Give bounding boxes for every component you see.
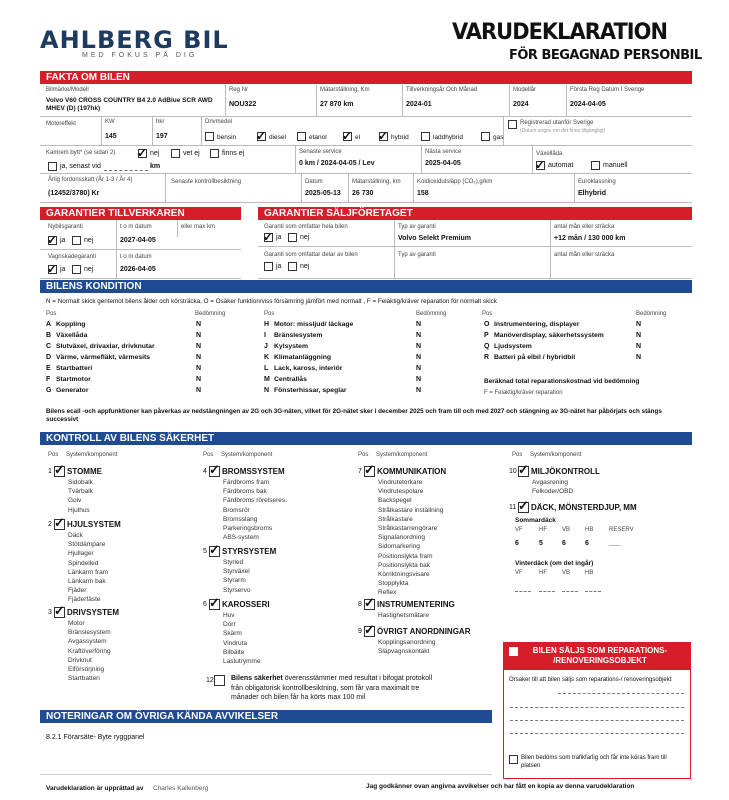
motoreffekt-label: Motoreffekt — [46, 121, 76, 127]
group3-number: 3 — [48, 609, 52, 616]
godkanner-text: Jag godkänner ovan angivna avvikelser och har fått en kopia av denna varudeklaration — [366, 783, 635, 790]
tyre-vinter-blank-vf — [515, 591, 531, 592]
kondition-pos: F — [46, 376, 51, 383]
component-item: Spindelled — [68, 559, 99, 567]
drivmedel-etanol-checkbox[interactable] — [297, 132, 306, 141]
kontroll-pos-2: Pos — [203, 452, 214, 458]
drivmedel-hybrid-check-icon: ✓ — [378, 129, 389, 143]
tyre-sommar-reserv: ___ — [609, 540, 621, 547]
group11-title: DÄCK, MÖNSTERDJUP, MM — [531, 503, 637, 512]
modellar-label: Modellår — [513, 87, 537, 93]
kontroll-pos-1: Pos — [48, 452, 59, 458]
component-item: Signalanordning — [378, 534, 425, 542]
component-item: Hjulhus — [68, 506, 90, 514]
tyre-sommar-hf: 5 — [539, 540, 543, 547]
nybil-label: Nybilsgaranti — [48, 224, 83, 230]
component-item: Länkarm fram — [68, 568, 109, 576]
kondition-pos-1: Pos — [46, 311, 57, 317]
component-item: Kraftöverföring — [68, 647, 111, 655]
drivmedel-el-label: el — [355, 134, 361, 141]
kondition-rating: N — [416, 332, 422, 339]
kamrem-vetej-label: vet ej — [183, 150, 200, 157]
hkr-label: hkr — [156, 119, 165, 125]
group8-number: 8 — [358, 601, 362, 608]
group6-check-icon: ✓ — [209, 595, 220, 610]
group4-number: 4 — [203, 468, 207, 475]
component-item: Positionslykta fram — [378, 552, 433, 560]
component-item: Motor — [68, 620, 85, 627]
kondition-rating: N — [196, 321, 202, 328]
kondition-item: Generator — [56, 387, 89, 394]
regnr-value: NOU322 — [229, 101, 257, 108]
component-item: Bränslesystem — [68, 629, 111, 637]
kondition-rating: N — [196, 387, 202, 394]
kondition-pos: N — [264, 387, 270, 394]
kontroll-system-4: System/komponent — [530, 452, 582, 458]
tyre-sommar-vb: 6 — [562, 540, 566, 547]
nybil-ja-label: ja — [60, 237, 66, 244]
component-item: Styrled — [223, 559, 244, 566]
kondition-item: Batteri på elbil / hybridbil — [494, 354, 576, 361]
component-item: Vindrutetorkare — [378, 479, 423, 486]
delar-ja-label: ja — [276, 263, 282, 270]
kondition-pos: Q — [484, 343, 490, 350]
kondition-pos: I — [264, 332, 266, 339]
kamrem-nej-check-icon: ✓ — [137, 146, 148, 160]
nasta-service-value: 2025-04-05 — [425, 160, 461, 167]
nybil-tom-value: 2027-04-05 — [120, 237, 156, 244]
component-item: Avgasrening — [532, 479, 569, 486]
kondition-pos: G — [46, 387, 52, 394]
section-noteringar-heading: NOTERINGAR OM ÖVRIGA KÄNDA AVVIKELSER — [40, 710, 492, 723]
tyre-vinter-blank-hf — [539, 591, 555, 592]
kontroll-system-2: System/komponent — [221, 452, 273, 458]
component-item: Huv — [223, 612, 235, 619]
group9-number: 9 — [358, 628, 362, 635]
component-item: Körriktningsvisare — [378, 571, 430, 578]
kamrem-finnsej-label: finns ej — [222, 150, 245, 157]
kondition-item: Instrumentering, displayer — [494, 321, 580, 328]
kondition-item: Startmotor — [56, 376, 91, 383]
kamrem-nej-label: nej — [150, 150, 160, 157]
component-item: Strålkastarrengörare — [378, 525, 438, 532]
km-value: 27 870 km — [320, 101, 354, 108]
group2-check-icon: ✓ — [54, 515, 65, 530]
page-subtitle: FÖR BEGAGNAD PERSONBIL — [509, 48, 702, 63]
group5-number: 5 — [203, 548, 207, 555]
kondition-bedomning-2: Bedömning — [416, 311, 447, 317]
component-item: Sidobalk — [68, 479, 93, 486]
trafikfarlig-checkbox[interactable] — [509, 755, 518, 764]
group7-check-icon: ✓ — [364, 462, 375, 477]
group2-number: 2 — [48, 521, 52, 528]
drivmedel-gas-label: gas — [493, 134, 504, 141]
tyre-vinter-col-vf: VF — [515, 570, 523, 576]
kondition-item: Värme, värmefläkt, värmesits — [56, 354, 151, 361]
component-item: Stötdämpare — [68, 541, 106, 549]
kontroll-pos-3: Pos — [358, 452, 369, 458]
group12-number: 12 — [206, 677, 214, 684]
group10-number: 10 — [509, 468, 517, 475]
component-item: Strålkastare — [378, 515, 413, 523]
page-title: VARUDEKLARATION — [452, 20, 667, 45]
component-item: Däck — [68, 532, 83, 539]
component-item: Golv — [68, 497, 82, 505]
sommardack-label: Sommardäck — [515, 517, 556, 524]
kondition-rating: N — [196, 354, 202, 361]
component-item: Bilbälte — [223, 648, 245, 656]
typ-garanti-value: Volvo Selekt Premium — [398, 235, 472, 242]
kondition-item: Växellåda — [56, 332, 88, 339]
section-kondition-heading: BILENS KONDITION — [40, 280, 692, 293]
vaxellada-manuell-checkbox[interactable] — [591, 161, 600, 170]
kondition-rating: N — [416, 354, 422, 361]
delar-typ-label: Typ av garanti — [398, 252, 436, 258]
upprattad-label: Varudeklaration är upprättad av — [46, 785, 144, 792]
kw-value: 145 — [105, 133, 117, 140]
tyre-vinter-blank-hb — [585, 591, 601, 592]
drivmedel-bensin-label: bensin — [217, 134, 237, 141]
kondition-pos: C — [46, 343, 52, 350]
kondition-pos: J — [264, 343, 268, 350]
kondition-item: Bränslesystem — [274, 332, 323, 339]
kamrem-finnsej-checkbox[interactable] — [210, 149, 219, 158]
upprattad-namn: Charles Kallenberg — [153, 785, 209, 792]
kamrem-ja-checkbox[interactable] — [48, 162, 57, 171]
vagnskada-nej-label: nej — [84, 266, 94, 273]
component-item: Backspegel — [378, 497, 412, 505]
nybil-tom-label: t o m datum — [120, 224, 152, 230]
company-logo: AHLBERG BIL — [40, 26, 229, 54]
group8-check-icon: ✓ — [364, 595, 375, 610]
co2-value: 158 — [417, 190, 429, 197]
component-item: Styrarm — [223, 577, 246, 585]
group1-title: STOMME — [67, 467, 102, 476]
kondition-rating: N — [416, 387, 422, 394]
nybil-nej-checkbox[interactable] — [72, 236, 81, 245]
group6-title: KAROSSERI — [222, 600, 270, 609]
drivmedel-diesel-check-icon: ✓ — [256, 129, 267, 143]
euro-value: Elhybrid — [578, 190, 607, 197]
vagnskada-tom-value: 2026-04-05 — [120, 266, 156, 273]
component-item: Hjullager — [68, 550, 94, 558]
kondition-rating: N — [636, 332, 642, 339]
tyre-col-vb: VB — [562, 527, 571, 533]
matar2-value: 26 730 — [352, 190, 374, 197]
section-garanti-tillv-heading: GARANTIER TILLVERKAREN — [40, 207, 241, 220]
drivmedel-label: Drivmedel — [205, 119, 233, 125]
drivmedel-laddhybrid-checkbox[interactable] — [421, 132, 430, 141]
hela-ja-check-icon: ✓ — [263, 230, 274, 244]
regnr-label: Reg Nr — [229, 87, 249, 93]
kondition-bedomning-3: Bedömning — [636, 311, 667, 317]
kondition-rating: N — [636, 343, 642, 350]
kamrem-label: Kamrem bytt* (se sidan 2) — [46, 150, 116, 156]
registrerad-utanfor-checkbox[interactable] — [508, 120, 517, 129]
component-item: Tvärbalk — [68, 488, 93, 496]
kondition-item: Slutväxel, drivaxlar, drivknutar — [56, 343, 155, 350]
component-item: Positionslykta bak — [378, 561, 431, 569]
drivmedel-bensin-checkbox[interactable] — [205, 132, 214, 141]
component-item: Parkeringsbroms — [223, 525, 273, 532]
group1-check-icon: ✓ — [54, 462, 65, 477]
component-item: Stopplykta — [378, 580, 409, 588]
kamrem-ja-label: ja, senast vid — [60, 163, 101, 170]
tyre-col-vf: VF — [515, 527, 523, 533]
kondition-pos-2: Pos — [264, 311, 275, 317]
component-item: Startbatteri — [68, 675, 100, 683]
component-item: Vindrutespolare — [378, 488, 424, 496]
co2-label: Koldioxidutsläpp (CO₂),g/km — [417, 179, 493, 185]
km-label: Mätarställning, Km — [320, 87, 370, 93]
kondition-item: Manöverdisplay, säkerhetssystem — [494, 332, 604, 339]
component-item: Sidomarkering — [378, 543, 420, 551]
tyre-sommar-hb: 6 — [585, 540, 589, 547]
kondition-rating: N — [636, 354, 642, 361]
hela-bilen-label: Garanti som omfattar hela bilen — [264, 224, 348, 230]
network-notice: Bilens ecall -och appfunktioner kan påverkas av nedstängningen av 2G och 3G-näten, vilket för 2G-nätet sker i december 2025 och fram till och med 2027 och stängning av 3G-nätet har påbörjats och stängs successivt — [46, 408, 662, 423]
kondition-rating: N — [196, 332, 202, 339]
vagnskada-ja-check-icon: ✓ — [47, 262, 58, 276]
tyre-vinter-blank-vb — [562, 591, 578, 592]
kondition-item: Fönsterhissar, speglar — [274, 387, 347, 394]
group12-text — [231, 674, 446, 703]
senaste-service-label: Senaste service — [299, 149, 342, 155]
tyre-vinter-col-hb: HB — [585, 570, 594, 576]
group11-number: 11 — [509, 504, 517, 511]
kondition-rating: N — [196, 365, 202, 372]
hela-ja-label: ja — [276, 234, 282, 241]
kontroll-pos-4: Pos — [512, 452, 523, 458]
kondition-rating: N — [416, 343, 422, 350]
nasta-service-label: Nästa service — [425, 149, 462, 155]
datum-label: Datum — [305, 179, 323, 185]
component-item: Färdbroms rörelseres. — [223, 497, 287, 505]
component-item: Länkarm bak — [68, 578, 106, 585]
kondition-pos: M — [264, 376, 270, 383]
hkr-value: 197 — [156, 133, 168, 140]
drivmedel-etanol-label: etanol — [309, 134, 327, 141]
kondition-item: Klimatanläggning — [274, 354, 332, 361]
component-item: ABS-system — [223, 534, 259, 542]
kondition-item: Ljudsystem — [494, 343, 532, 350]
component-item: Hastighetsmätare — [378, 612, 429, 619]
group3-check-icon: ✓ — [54, 603, 65, 618]
vaxellada-automat-check-icon: ✓ — [535, 158, 546, 172]
component-item: Skärm — [223, 630, 242, 638]
modellar-value: 2024 — [513, 101, 529, 108]
tillverkning-label: Tillverkningsår Och Månad — [406, 87, 478, 93]
kondition-rating: N — [416, 321, 422, 328]
company-slogan: MED FOKUS PÅ DIG — [82, 52, 198, 59]
drivmedel-el-check-icon: ✓ — [342, 129, 353, 143]
registrerad-note: (Datum anges om det finns tillgängligt) — [520, 128, 606, 134]
vagnskada-nej-checkbox[interactable] — [72, 265, 81, 274]
group2-title: HJULSYSTEM — [67, 520, 121, 529]
kontroll-system-1: System/komponent — [66, 452, 118, 458]
delar-label: Garanti som omfattar delar av bilen — [264, 252, 358, 258]
kondition-rating: N — [196, 376, 202, 383]
kondition-pos-3: Pos — [482, 311, 493, 317]
delar-antal-label: antal mån eller sträcka — [554, 252, 615, 258]
component-item: Bromsrör — [223, 506, 250, 514]
delar-nej-label: nej — [300, 263, 310, 270]
tyre-col-hf: HF — [539, 527, 547, 533]
vagnskada-ja-label: ja — [60, 266, 66, 273]
group7-title: KOMMUNIKATION — [377, 467, 447, 476]
tyre-vinter-col-hf: HF — [539, 570, 547, 576]
kondition-item: Lack, kaross, interiör — [274, 365, 343, 372]
model-value: Volvo V60 CROSS COUNTRY B4 2.0 AdBlue SCR AWD MHEV (D) (197hk) — [46, 97, 213, 112]
tillverkning-value: 2024-01 — [406, 101, 432, 108]
component-item: Färdbroms fram — [223, 479, 270, 486]
typ-garanti-label: Typ av garanti — [398, 224, 436, 230]
nybil-ja-check-icon: ✓ — [47, 233, 58, 247]
vagnskada-tom-label: t o m datum — [120, 254, 152, 260]
forsta-reg-value: 2024-04-05 — [570, 101, 606, 108]
model-label: Bilmärke/Modell — [46, 87, 89, 93]
group10-check-icon: ✓ — [518, 462, 529, 477]
kamrem-vetej-checkbox[interactable] — [171, 149, 180, 158]
kondition-item: Centrallås — [274, 376, 307, 383]
group10-title: MILJÖKONTROLL — [531, 467, 600, 476]
tyre-col-hb: HB — [585, 527, 594, 533]
group9-title: ÖVRIGT ANORDNINGAR — [377, 627, 471, 636]
kondition-item: Motor: missljud/ läckage — [274, 321, 354, 328]
kondition-pos: R — [484, 354, 490, 361]
group12-title: Bilens säkerhet — [231, 675, 283, 682]
forsta-reg-label: Första Reg Datum I Sverige — [570, 87, 645, 93]
delar-ja-checkbox[interactable] — [264, 262, 273, 271]
tyre-col-reserv: RESERV — [609, 527, 634, 533]
reparation-heading: BILEN SÄLJS SOM REPARATIONS- /RENOVERINGSOBJEKT — [532, 646, 668, 665]
component-item: Fjäder — [68, 587, 87, 595]
tyre-sommar-vf: 6 — [515, 540, 519, 547]
f-note: F = Felaktig/kräver reparation — [484, 390, 563, 396]
group12-checkbox[interactable] — [214, 675, 225, 686]
kondition-item: Kylsystem — [274, 343, 309, 350]
kondition-pos: L — [264, 365, 269, 372]
vaxellada-automat-label: automat — [548, 162, 574, 169]
drivmedel-diesel-label: diesel — [269, 134, 286, 141]
matar2-label: Mätarställning, km — [352, 179, 401, 185]
nybil-eller-label: eller max km — [181, 224, 216, 230]
group5-check-icon: ✓ — [209, 542, 220, 557]
kondition-pos: D — [46, 354, 52, 361]
reparation-checkbox[interactable] — [509, 647, 518, 656]
group1-number: 1 — [48, 468, 52, 475]
group4-title: BROMSSYSTEM — [222, 467, 285, 476]
component-item: Drivknut — [68, 656, 92, 664]
component-item: Styrväxel — [223, 568, 250, 576]
component-item: Färdbroms bak — [223, 488, 267, 496]
kw-label: KW — [105, 119, 115, 125]
kondition-legend: N = Normalt skick gentemot bilens ålder och körsträcka, O = Osäker funktion/viss försämring jämfört med normalt , F = Felaktig/kräver reparation för normalt skick — [46, 298, 497, 305]
datum-value: 2025-05-13 — [305, 190, 341, 197]
component-item: Kopplingsanordning — [378, 639, 436, 646]
kondition-rating: N — [416, 365, 422, 372]
group8-title: INSTRUMENTERING — [377, 600, 455, 609]
kondition-bedomning-1: Bedömning — [195, 311, 226, 317]
kondition-pos: A — [46, 321, 52, 328]
group11-check-icon: ✓ — [518, 498, 529, 513]
kondition-item: Koppling — [56, 321, 86, 328]
delar-nej-checkbox[interactable] — [288, 262, 297, 271]
kondition-rating: N — [636, 321, 642, 328]
noteringar-text: 8.2.1 Förarsäte- Byte ryggpanel — [46, 734, 145, 741]
kondition-pos: K — [264, 354, 270, 361]
component-item: Fjäderfäste — [68, 596, 101, 604]
trafikfarlig-label: Bilen bedöms som trafikfarlig och får inte köras fram till platsen — [521, 755, 667, 769]
drivmedel-hybrid-label: hybrid — [391, 134, 409, 141]
kondition-rating: N — [196, 343, 202, 350]
component-item: Reflex — [378, 589, 397, 597]
group5-title: STYRSYSTEM — [222, 547, 277, 556]
component-item: Felkoder/OBD — [532, 488, 574, 496]
kondition-pos: B — [46, 332, 52, 339]
fordonsskatt-value: (12452/3780) Kr — [48, 190, 100, 197]
euro-label: Euroklassning — [578, 179, 616, 185]
reparation-orsaker: Orsaker till att bilen säljs som reparations-/ renoveringsobjekt — [509, 677, 672, 683]
kondition-pos: E — [46, 365, 51, 372]
kondition-pos: H — [264, 321, 270, 328]
hela-nej-checkbox[interactable] — [288, 233, 297, 242]
senaste-service-value: 0 km / 2024-04-05 / Lev — [299, 160, 375, 167]
component-item: Elförsörjning — [68, 666, 105, 673]
total-reparation-label: Beräknad total reparationskostnad vid bedömning — [484, 378, 640, 385]
hela-nej-label: nej — [300, 234, 310, 241]
group4-check-icon: ✓ — [209, 462, 220, 477]
antal-value: +12 mån / 130 000 km — [554, 235, 626, 242]
kondition-item: Startbatteri — [56, 365, 93, 372]
group7-number: 7 — [358, 468, 362, 475]
component-item: Lastutrymme — [223, 658, 261, 665]
vagnskada-label: Vagnskadegaranti — [48, 254, 96, 260]
fordonsskatt-label: Årlig fordonsskatt (År 1-3 / År 4) — [48, 177, 133, 183]
kamrem-km-label: km — [150, 163, 161, 170]
tyre-vinter-col-vb: VB — [562, 570, 571, 576]
component-item: Avgassystem — [68, 638, 107, 646]
group9-check-icon: ✓ — [364, 622, 375, 637]
vaxellada-manuell-label: manuell — [603, 162, 628, 169]
component-item: Styrservo — [223, 586, 251, 594]
kondition-rating: N — [416, 376, 422, 383]
nybil-nej-label: nej — [84, 237, 94, 244]
kontrollbesiktning-label: Senaste kontrollbesiktning — [171, 179, 242, 185]
antal-label: antal mån eller sträcka — [554, 224, 615, 230]
component-item: Bromsslang — [223, 515, 258, 523]
section-fakta-heading: FAKTA OM BILEN — [40, 71, 692, 84]
component-item: Dörr — [223, 621, 236, 629]
section-garanti-salj-heading: GARANTIER SÄLJFÖRETAGET — [258, 207, 692, 220]
group3-title: DRIVSYSTEM — [67, 608, 120, 617]
kondition-pos: O — [484, 321, 490, 328]
vinterdack-label: Vinterdäck (om det ingår) — [515, 560, 594, 567]
kondition-pos: P — [484, 332, 489, 339]
kontroll-system-3: System/komponent — [376, 452, 428, 458]
vaxellada-label: Växellåda — [536, 151, 563, 157]
group6-number: 6 — [203, 601, 207, 608]
drivmedel-gas-checkbox[interactable] — [481, 132, 490, 141]
drivmedel-laddhybrid-label: laddhybrid — [433, 134, 463, 141]
section-kontroll-heading: KONTROLL AV BILENS SÄKERHET — [40, 432, 692, 445]
group12-description: överensstämmer med resultat i bifogat protokoll från obligatorisk kontrollbesiktning, som får vara maximalt tre månader och bilen får ha körts max 100 mil — [231, 675, 433, 701]
component-item: Släpvagnskontakt — [378, 648, 430, 656]
component-item: Vindruta — [223, 639, 248, 647]
component-item: Strålkastare inställning — [378, 506, 444, 514]
registrerad-label: Registrerad utanför Sverige — [520, 120, 594, 126]
